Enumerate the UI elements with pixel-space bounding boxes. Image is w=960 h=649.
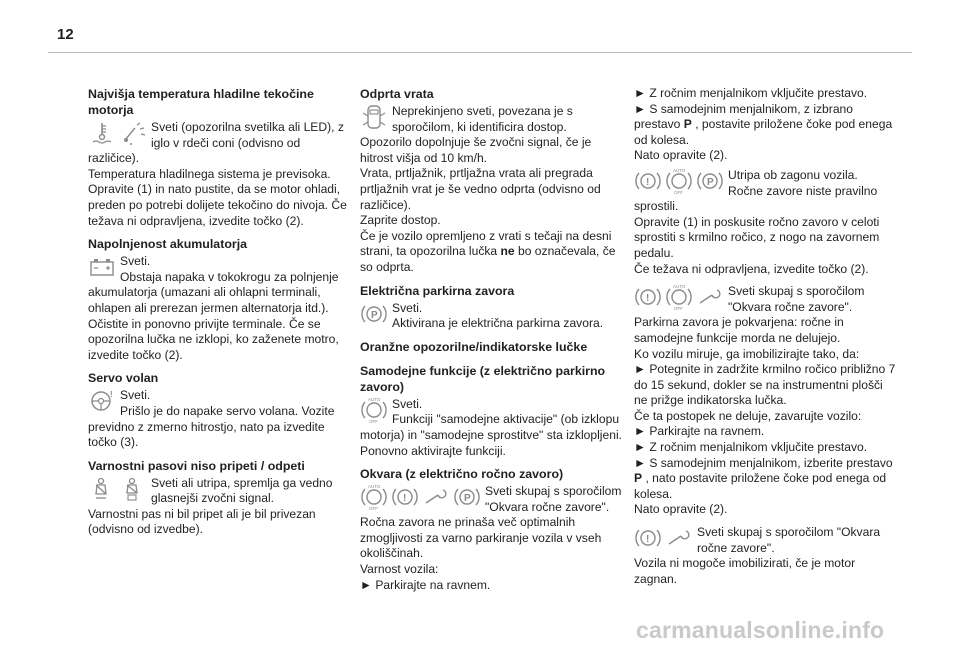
- section-last: [634, 525, 896, 587]
- auto-off-brake-icon: [360, 484, 388, 510]
- section-blink: [634, 168, 896, 277]
- battery-lead: Sveti.: [120, 254, 151, 269]
- service-wrench-icon: [422, 484, 450, 510]
- section-door: [360, 86, 622, 276]
- then-step-2: Nato opravite (2).: [634, 502, 728, 517]
- orange-lights-title: Oranžne opozorilne/indikatorske lučke: [360, 339, 588, 354]
- last-icons: [634, 525, 693, 556]
- gear-auto-bullet: ► S samodejnim menjalnikom, z izbrano prestavo P , postavite priložene čoke pod enega od kolesa.: [634, 101, 893, 147]
- auto-off-brake-icon: [360, 397, 388, 423]
- column-2: [360, 86, 622, 600]
- seatbelt-body: Varnostni pas ni bil pripet ali je bil privezan (odvisno od izvedbe).: [88, 506, 316, 537]
- svg-text:!: !: [110, 390, 113, 400]
- fault2-bullet-2: ► Parkirajte na ravnem.: [634, 424, 765, 439]
- parking-brake-icon: [453, 484, 481, 510]
- section-fault-2: [634, 284, 896, 518]
- auto-icons: [360, 397, 388, 428]
- steering-icons: [88, 388, 116, 419]
- coolant-temperature-icon: [88, 120, 116, 146]
- last-lead: Sveti skupaj s sporočilom "Okvara ročne zavore".: [697, 525, 881, 555]
- auto-off-brake-icon: [665, 284, 693, 310]
- door-open-icon: [360, 104, 388, 130]
- fault2-lead: Sveti skupaj s sporočilom "Okvara ročne zavore".: [728, 284, 865, 314]
- seatbelt-title: Varnostni pasovi niso pripeti / odpeti: [88, 458, 305, 473]
- steering-wheel-icon: [88, 388, 116, 414]
- svg-text:!: !: [646, 293, 650, 305]
- then-step-1: Nato opravite (2).: [634, 148, 728, 163]
- auto-off-brake-icon: [665, 168, 693, 194]
- door-icons: [360, 104, 388, 135]
- epb-icons: [360, 301, 388, 332]
- battery-title: Napolnjenost akumulatorja: [88, 237, 248, 252]
- svg-text:!: !: [646, 534, 650, 546]
- section-fault: [360, 466, 622, 593]
- section-steering: [88, 370, 350, 450]
- last-body: Vozila ni mogoče imobilizirati, če je motor zagnan.: [634, 556, 856, 586]
- fault-lead: Sveti skupaj s sporočilom "Okvara ročne zavore".: [485, 484, 622, 514]
- section-coolant: [88, 86, 350, 229]
- service-wrench-icon: [696, 284, 724, 310]
- svg-text:OFF: OFF: [674, 306, 683, 311]
- fault2-bullet-1: ► Potegnite in zadržite krmilno ročico približno 7 do 15 sekund, dokler se na instrumentni plošči ne prižge indikatorska lučka.: [634, 362, 896, 408]
- fault-title: Okvara (z električno ročno zavoro): [360, 467, 564, 482]
- svg-text:!: !: [646, 176, 650, 188]
- svg-text:AUTO: AUTO: [673, 284, 686, 290]
- brake-warning-icon: [634, 284, 662, 310]
- section-orange-header: [360, 339, 622, 355]
- svg-text:!: !: [403, 493, 407, 505]
- blink-lead: Utripa ob zagonu vozila. Ročne zavore niste pravilno sprostili.: [634, 167, 878, 214]
- service-wrench-icon: [665, 525, 693, 551]
- svg-text:AUTO: AUTO: [368, 396, 381, 402]
- section-epb: [360, 283, 622, 332]
- svg-text:OFF: OFF: [369, 418, 378, 423]
- parking-brake-icon: [360, 301, 388, 327]
- seatbelt-icon: [88, 476, 116, 502]
- auto-title: Samodejne funkcije (z električno parkirno zavoro): [360, 363, 606, 394]
- fault2-icons: [634, 284, 724, 315]
- steering-lead: Sveti.: [120, 388, 151, 403]
- svg-text:AUTO: AUTO: [673, 167, 686, 173]
- steering-body: Prišlo je do napake servo volana. Vozite previdno z zmerno hitrostjo, nato pa izvedite točko (3).: [88, 403, 335, 450]
- seatbelt-lead: Sveti ali utripa, spremlja ga vedno glasnejši zvočni signal.: [151, 475, 333, 506]
- section-battery: [88, 236, 350, 363]
- header-divider: [48, 52, 912, 53]
- brake-warning-icon: [634, 168, 662, 194]
- section-auto: [360, 363, 622, 459]
- battery-icons: [88, 254, 116, 285]
- door-body: Opozorilo dopolnjuje še zvočni signal, če je hitrost višja od 10 km/h. Vrata, prtljažnik, prtljažna vrata ali pregrada prtljažnih vrat je še vedno odprta (odvisno od različice). Zaprite dostop.: [360, 135, 601, 228]
- epb-lead: Sveti.: [392, 300, 423, 315]
- svg-text:P: P: [371, 309, 378, 321]
- fault-bullet: ► Parkirajte na ravnem.: [360, 577, 491, 592]
- column-3: [634, 86, 896, 594]
- svg-text:P: P: [707, 176, 714, 188]
- door-body-right-hinge: Če je vozilo opremljeno z vrati s tečaji na desni strani, ta opozorilna lučka ne bo označevala, če so odprta.: [360, 228, 616, 274]
- page-number: 12: [57, 26, 74, 43]
- seatbelt-icons: [88, 476, 147, 507]
- battery-body: Obstaja napaka v tokokrogu za polnjenje akumulatorja (umazani ali ohlapni terminali, ohlapen ali prerezan jermen alternatorja itd.). Očistite in ponovno privijte terminale. Če se opozorilna lučka ne izklopi, ko zaženete motro, izvedite točko (2).: [88, 269, 339, 362]
- blink-icons: [634, 168, 724, 199]
- column-1: [88, 86, 350, 545]
- fault-icons: [360, 484, 481, 515]
- door-lead: Neprekinjeno sveti, povezana je s sporočilom, ki identificira dostop.: [392, 104, 573, 134]
- fault2-body: Parkirna zavora je pokvarjena: ročne in samodejne funkcije morda ne delujejo. Ko vozilu miruje, ga imobilizirajte tako, da:: [634, 315, 860, 361]
- svg-text:P: P: [464, 493, 471, 505]
- watermark: carmanualsonline.info: [636, 617, 885, 643]
- brake-warning-icon: [391, 484, 419, 510]
- door-title: Odprta vrata: [360, 87, 434, 101]
- gear-manual-bullet: ► Z ročnim menjalnikom vključite prestavo.: [634, 86, 868, 100]
- auto-body: Funkciji "samodejne aktivacije" (ob izklopu motorja) in "samodejne sprostitve" sta izklopljeni. Ponovno aktivirajte funkciji.: [360, 412, 622, 458]
- epb-body: Aktivirana je električna parkirna zavora.: [392, 316, 604, 331]
- brake-warning-icon: [634, 525, 662, 551]
- steering-title: Servo volan: [88, 371, 159, 386]
- svg-text:AUTO: AUTO: [368, 484, 381, 490]
- coolant-icons: [88, 120, 147, 151]
- auto-lead: Sveti.: [392, 396, 423, 411]
- svg-text:OFF: OFF: [369, 506, 378, 511]
- coolant-body: Temperatura hladilnega sistema je previsoka. Opravite (1) in nato pustite, da se motor ohladi, preden po potrebi dolijete tekočino do nivoja. Če težava ni odpravljena, izvedite točko (2).: [88, 166, 347, 228]
- fault2-bullet-4: ► S samodejnim menjalnikom, izberite prestavo P , nato postavite priložene čoke pod enega od kolesa.: [634, 455, 893, 501]
- coolant-gauge-icon: [119, 120, 147, 146]
- section-seatbelt: [88, 458, 350, 538]
- fault2-bullet-3: ► Z ročnim menjalnikom vključite prestavo.: [634, 440, 868, 455]
- blink-body: Opravite (1) in poskusite ročno zavoro v celoti sprostiti s krmilno ročico, z nogo na zavornem pedalu. Če težava ni odpravljena, izvedite točko (2).: [634, 214, 880, 276]
- coolant-title: Najvišja temperatura hladilne tekočine motorja: [88, 87, 314, 117]
- coolant-lead: Sveti (opozorilna svetilka ali LED), z iglo v rdeči coni (odvisno od različice).: [88, 120, 344, 166]
- rear-seatbelt-icon: [119, 476, 147, 502]
- battery-icon: [88, 254, 116, 280]
- fault-body: Ročna zavora ne prinaša več optimalnih zmogljivosti za varno parkiranje vozila v vseh okoliščinah. Varnost vozila:: [360, 515, 602, 577]
- fault2-text: Če ta postopek ne deluje, zavarujte vozilo:: [634, 408, 862, 423]
- svg-text:OFF: OFF: [674, 189, 683, 194]
- parking-brake-icon: [696, 168, 724, 194]
- epb-title: Električna parkirna zavora: [360, 283, 515, 298]
